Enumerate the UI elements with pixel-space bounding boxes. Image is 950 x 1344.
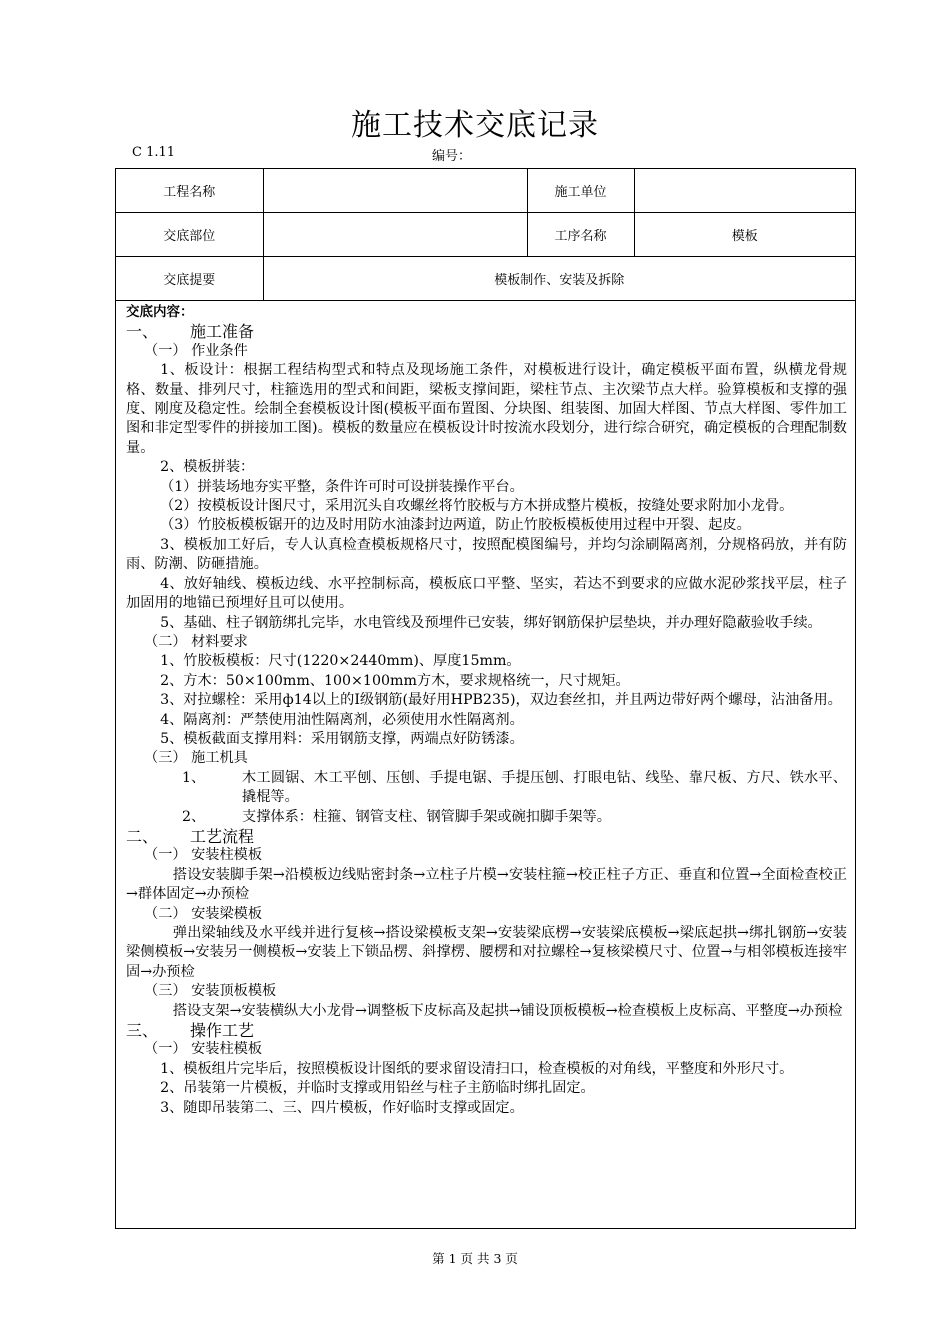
section-number: 二、	[126, 826, 159, 846]
record-form	[115, 168, 856, 1229]
paragraph: 3、随即吊装第二、三、四片模板，作好临时支撑或固定。	[160, 1099, 524, 1116]
list-number: 2、	[182, 808, 206, 825]
paragraph: 2、吊装第一片模板，并临时支撑或用铅丝与柱子主筋临时绑扎固定。	[160, 1080, 595, 1097]
subsection-heading: （一） 安装柱模板	[144, 847, 263, 864]
section-heading	[126, 827, 847, 846]
form-code: C 1.11	[132, 145, 176, 160]
project-name-value	[263, 169, 527, 213]
page-footer: 第 1 页 共 3 页	[432, 1251, 518, 1266]
subsection-heading: （三） 施工机具	[144, 750, 248, 767]
paragraph: （2）按模板设计图尺寸，采用沉头自攻螺丝将竹胶板与方木拼成整片模板，按缝处要求附加小龙骨。	[160, 498, 794, 515]
flow-paragraph: 搭设支架→安装横纵大小龙骨→调整板下皮标高及起拱→铺设顶板模板→检查模板上皮标高、平整度→办预检	[172, 1002, 843, 1019]
disclosure-part-value	[263, 213, 527, 257]
paragraph: 3、模板加工好后，专人认真检查模板规格尺寸，按照配模图编号，并均匀涂刷隔离剂，分规格码放，并有防雨、防潮、防砸措施。	[126, 536, 847, 573]
paragraph: 3、对拉螺栓：采用ф14以上的Ⅰ级钢筋(最好用HPB235)，双边套丝扣，并且两边带好两个螺母，沾油备用。	[160, 692, 842, 709]
list-item	[126, 769, 847, 808]
project-name-label: 工程名称	[116, 169, 263, 213]
flow-paragraph: 弹出梁轴线及水平线并进行复核→搭设梁模板支架→安装梁底楞→安装梁底模板→梁底起拱→绑扎钢筋→安装梁侧模板→安装另一侧模板→安装上下锁品楞、斜撑楞、腰楞和对拉螺栓→复核梁模尺寸、位置→与相邻模板连接牢固→办预检	[126, 925, 847, 980]
construction-unit-label: 施工单位	[527, 169, 634, 213]
header-table	[116, 169, 855, 301]
list-text: 支撑体系：柱箍、钢管支柱、钢管脚手架或碗扣脚手架等。	[242, 808, 611, 825]
section-title: 工艺流程	[190, 826, 255, 846]
process-name-label: 工序名称	[527, 213, 634, 257]
header-row-part	[116, 213, 855, 257]
section-title: 施工准备	[190, 322, 255, 342]
section-number: 一、	[126, 322, 159, 342]
paragraph: 4、隔离剂：严禁使用油性隔离剂，必须使用水性隔离剂。	[160, 711, 524, 728]
construction-unit-value	[634, 169, 855, 213]
subsection-heading: （三） 安装顶板模板	[144, 983, 277, 1000]
paragraph: （3）竹胶板模板锯开的边及时用防水油漆封边两道，防止竹胶板模板使用过程中开裂、起皮。	[160, 517, 751, 534]
paragraph: 1、模板组片完毕后，按照模板设计图纸的要求留设清扫口，检查模板的对角线，平整度和外形尺寸。	[160, 1060, 794, 1077]
flow-paragraph: 搭设安装脚手架→沿模板边线贴密封条→立柱子片模→安装柱箍→校正柱子方正、垂直和位置→全面检查校正→群体固定→办预检	[126, 866, 847, 903]
paragraph: 5、基础、柱子钢筋绑扎完毕，水电管线及预埋件已安装，绑好钢筋保护层垫块，并办理好隐蔽验收手续。	[160, 614, 822, 631]
number-label: 编号：	[432, 149, 472, 164]
subsection-heading: （一） 作业条件	[144, 342, 248, 359]
section-heading	[126, 322, 847, 341]
subsection-heading: （二） 材料要求	[144, 633, 248, 650]
paragraph: 5、模板截面支撑用料：采用钢筋支撑，两端点好防锈漆。	[160, 730, 524, 747]
header-row-project	[116, 169, 855, 213]
section-title: 操作工艺	[190, 1021, 255, 1041]
list-number: 1、	[182, 769, 206, 786]
header-row-summary	[116, 257, 855, 301]
paragraph: 1、竹胶板模板：尺寸(1220×2440mm)、厚度15mm。	[160, 653, 521, 670]
list-item	[126, 808, 847, 827]
summary-label: 交底提要	[116, 257, 263, 301]
document-title: 施工技术交底记录	[351, 108, 599, 143]
disclosure-part-label: 交底部位	[116, 213, 263, 257]
process-name-value: 模板	[634, 213, 855, 257]
section-number: 三、	[126, 1021, 159, 1041]
summary-value: 模板制作、安装及拆除	[263, 257, 855, 301]
paragraph: 2、模板拼装：	[160, 459, 255, 476]
paragraph: 4、放好轴线、模板边线、水平控制标高，模板底口平整、坚实，若达不到要求的应做水泥砂浆找平层，柱子加固用的地锚已预埋好且可以使用。	[126, 575, 847, 612]
disclosure-content	[116, 301, 855, 1118]
list-text: 木工圆锯、木工平刨、压刨、手提电锯、手提压刨、打眼电钻、线坠、靠尺板、方尺、铁水平、撬棍等。	[242, 769, 847, 806]
section-heading	[126, 1021, 847, 1040]
content-label: 交底内容：	[126, 304, 194, 320]
paragraph: 2、方木：50×100mm、100×100mm方木，要求规格统一，尺寸规矩。	[160, 672, 630, 689]
subsection-heading: （一） 安装柱模板	[144, 1041, 263, 1058]
paragraph: 1、板设计：根据工程结构型式和特点及现场施工条件，对模板进行设计，确定模板平面布置，纵横龙骨规格、数量、排列尺寸，柱箍选用的型式和间距，梁板支撑间距，梁柱节点、主次梁节点大样。验算模板和支撑的强度、刚度及稳定性。绘制全套模板设计图(模板平面布置图、分块图、组装图、加固大样图、节点大样图、零件加工图和非定型零件的拼接加工图)。模板的数量应在模板设计时按流水段划分，进行综合研究，确定模板的合理配制数量。	[126, 362, 847, 456]
subsection-heading: （二） 安装梁模板	[144, 905, 263, 922]
paragraph: （1）拼装场地夯实平整，条件许可时可设拼装操作平台。	[160, 478, 524, 495]
